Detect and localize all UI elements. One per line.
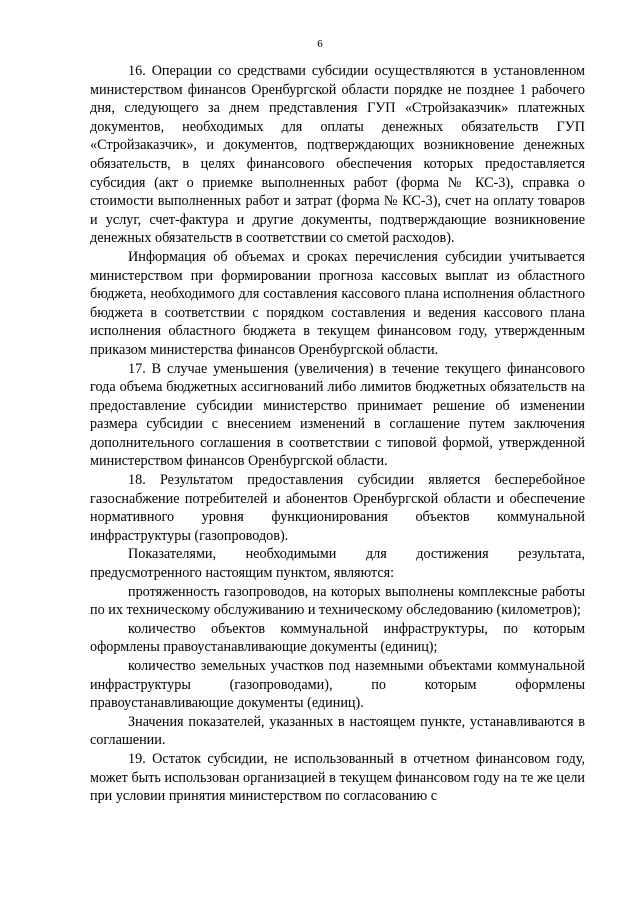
paragraph-18-indicators: Показателями, необходимыми для достижения результата, предусмотренного настоящим пунктом, являются: bbox=[90, 546, 585, 582]
indicator-infrastructure-objects: количество объектов коммунальной инфраструктуры, по которым оформлены правоустанавливающие документы (единиц); bbox=[90, 620, 585, 656]
indicator-land-plots: количество земельных участков под наземными объектами коммунальной инфраструктуры (газопроводами), по которым оформлены правоустанавливающие документы (единиц). bbox=[90, 658, 585, 712]
paragraph-16: 16. Операции со средствами субсидии осуществляются в установленном министерством финансов Оренбургской области порядке не позднее 1 рабочего дня, следующего за днем представления ГУП «Стройзаказчик» платежных документов, необходимых для оплаты денежных обязательств ГУП «Стройзаказчик», и документов, подтверждающих возникновение денежных обязательств, в целях финансового обеспечения которых предоставляется субсидия (акт о приемке выполненных работ (форма № КС-3), справка о стоимости выполненных работ и затрат (форма № КС-3), счет на оплату товаров и услуг, счет-фактура и другие документы, подтверждающие возникновение денежных обязательств в соответствии со сметой расходов). bbox=[90, 63, 585, 247]
indicator-pipeline-length: протяженность газопроводов, на которых выполнены комплексные работы по их техническому обслуживанию и техническому обследованию (километров); bbox=[90, 583, 585, 619]
paragraph-16-info: Информация об объемах и сроках перечисления субсидии учитывается министерством при формировании прогноза кассовых выплат из областного бюджета, необходимого для составления кассового плана исполнения областного бюджета в соответствии с порядком составления и ведения кассового плана исполнения областного бюджета в текущем финансовом году, утвержденным приказом министерства финансов Оренбургской области. bbox=[90, 248, 585, 358]
paragraph-18: 18. Результатом предоставления субсидии является бесперебойное газоснабжение потребителей и абонентов Оренбургской области и обеспечение нормативного уровня функционирования объектов коммунальной инфраструктуры (газопроводов). bbox=[90, 472, 585, 544]
page-number: 6 bbox=[317, 38, 323, 50]
paragraph-19: 19. Остаток субсидии, не использованный в отчетном финансовом году, может быть использован организацией в текущем финансовом году на те же цели при условии принятия министерством по согласованию с bbox=[90, 750, 585, 805]
document-body bbox=[90, 62, 585, 806]
paragraph-17: 17. В случае уменьшения (увеличения) в течение текущего финансового года объема бюджетных ассигнований либо лимитов бюджетных обязательств на предоставление субсидии министерство принимает решение об изменении размера субсидии с внесением изменений в соглашение путем заключения дополнительного соглашения в соответствии с типовой формой, утвержденной министерством финансов Оренбургской области. bbox=[90, 360, 585, 470]
paragraph-18-values: Значения показателей, указанных в настоящем пункте, устанавливаются в соглашении. bbox=[90, 713, 585, 749]
